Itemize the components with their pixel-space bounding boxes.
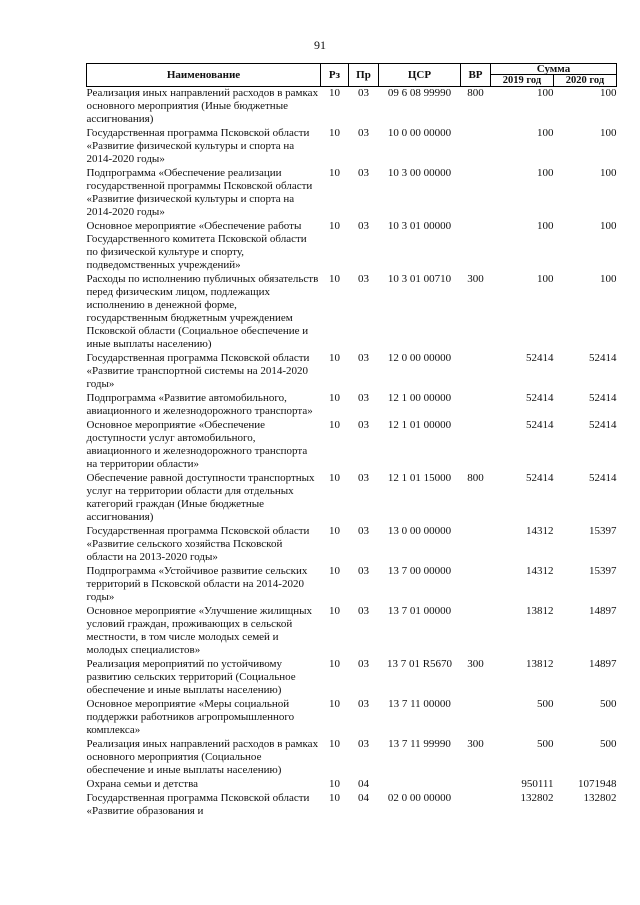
row-sum-2019-cell: 52414 xyxy=(526,472,554,484)
row-sum-2019-cell: 52414 xyxy=(526,419,554,431)
row-vr-cell xyxy=(461,167,491,220)
row-rz-cell: 10 xyxy=(329,792,340,804)
row-name-cell: Охрана семьи и детства xyxy=(86,778,199,790)
row-sum-2019-cell: 132802 xyxy=(520,792,554,804)
row-pr-cell: 03 xyxy=(358,352,369,364)
row-sum-2020-cell: 132802 xyxy=(583,792,617,804)
row-vr-cell: 800 xyxy=(467,87,484,99)
row-vr-cell xyxy=(461,419,491,472)
row-vr-cell: 800 xyxy=(467,472,484,484)
row-sum-2020-cell: 52414 xyxy=(589,472,617,484)
row-sum-2019-cell: 500 xyxy=(537,698,554,710)
row-rz-cell: 10 xyxy=(329,127,340,139)
table-row xyxy=(87,738,617,778)
row-rz-cell: 10 xyxy=(329,658,340,670)
row-vr-cell xyxy=(461,220,491,273)
row-csr-cell: 12 1 01 00000 xyxy=(387,419,452,431)
row-pr-cell: 03 xyxy=(358,220,369,232)
row-sum-2019-cell: 100 xyxy=(537,220,554,232)
row-name-cell: Основное мероприятие «Обеспечение доступности услуг автомобильного, авиационного и железнодорожного транспорта на территории области» xyxy=(86,419,308,470)
table-header xyxy=(87,64,617,87)
row-rz-cell: 10 xyxy=(329,220,340,232)
row-rz-cell: 10 xyxy=(329,525,340,537)
row-name-cell: Основное мероприятие «Улучшение жилищных условий граждан, проживающих в сельской местности, в том числе молодых семей и молодых специалистов» xyxy=(86,605,312,656)
table-row xyxy=(87,392,617,419)
row-csr-cell: 12 1 00 00000 xyxy=(387,392,452,404)
row-pr-cell: 03 xyxy=(358,565,369,577)
row-csr-cell: 09 6 08 99990 xyxy=(387,87,452,99)
row-sum-2020-cell: 500 xyxy=(600,738,617,750)
row-sum-2020-cell: 52414 xyxy=(589,419,617,431)
row-sum-2020-cell: 100 xyxy=(600,273,617,285)
row-name-cell: Государственная программа Псковской области «Развитие сельского хозяйства Псковской области на 2013-2020 годы» xyxy=(86,525,310,563)
row-vr-cell xyxy=(461,605,491,658)
row-csr-cell xyxy=(379,778,461,792)
row-sum-2020-cell: 15397 xyxy=(589,525,617,537)
row-sum-2020-cell: 52414 xyxy=(589,352,617,364)
row-rz-cell: 10 xyxy=(329,392,340,404)
row-sum-2020-cell: 100 xyxy=(600,167,617,179)
row-vr-cell: 300 xyxy=(467,658,484,670)
row-sum-2019-cell: 13812 xyxy=(526,605,554,617)
row-rz-cell: 10 xyxy=(329,605,340,617)
row-name-cell: Расходы по исполнению публичных обязательств перед физическим лицом, подлежащих исполнению в денежной форме, государственным бюджетным учреждением Псковской области (Социальное обеспечение и иные выплаты населению) xyxy=(86,273,319,350)
row-rz-cell: 10 xyxy=(329,472,340,484)
row-csr-cell: 12 1 01 15000 xyxy=(387,472,452,484)
row-pr-cell: 03 xyxy=(358,658,369,670)
row-sum-2019-cell: 52414 xyxy=(526,392,554,404)
row-sum-2020-cell: 100 xyxy=(600,87,617,99)
row-sum-2020-cell: 500 xyxy=(600,698,617,710)
header-vr: ВР xyxy=(461,64,491,87)
row-rz-cell: 10 xyxy=(329,565,340,577)
row-sum-2019-cell: 100 xyxy=(537,167,554,179)
row-name-cell: Реализация мероприятий по устойчивому развитию сельских территорий (Социальное обеспечение и иные выплаты населению) xyxy=(86,658,296,696)
budget-table xyxy=(86,63,617,819)
table-row xyxy=(87,605,617,658)
row-name-cell: Основное мероприятие «Обеспечение работы Государственного комитета Псковской области по физической культуре и спорту, подведомственных учреждений» xyxy=(86,220,307,271)
table-row xyxy=(87,658,617,698)
row-rz-cell: 10 xyxy=(329,778,340,790)
row-vr-cell xyxy=(461,392,491,419)
row-sum-2019-cell: 100 xyxy=(537,87,554,99)
header-name: Наименование xyxy=(87,64,321,87)
row-rz-cell: 10 xyxy=(329,738,340,750)
row-vr-cell xyxy=(461,525,491,565)
row-sum-2019-cell: 52414 xyxy=(526,352,554,364)
header-2020: 2020 год xyxy=(554,75,617,87)
row-pr-cell: 03 xyxy=(358,472,369,484)
row-sum-2019-cell: 14312 xyxy=(526,565,554,577)
row-sum-2020-cell: 14897 xyxy=(589,658,617,670)
table-row xyxy=(87,778,617,792)
row-csr-cell: 13 7 01 R5670 xyxy=(386,658,453,670)
row-sum-2019-cell: 14312 xyxy=(526,525,554,537)
row-name-cell: Государственная программа Псковской области «Развитие транспортной системы на 2014-2020 годы» xyxy=(86,352,310,390)
row-vr-cell xyxy=(461,127,491,167)
row-sum-2020-cell: 15397 xyxy=(589,565,617,577)
row-vr-cell xyxy=(461,698,491,738)
row-name-cell: Обеспечение равной доступности транспортных услуг на территории области для отдельных категорий граждан (Иные бюджетные ассигнования) xyxy=(86,472,315,523)
row-sum-2020-cell: 14897 xyxy=(589,605,617,617)
row-name-cell: Реализация иных направлений расходов в рамках основного мероприятия (Социальное обеспечение и иные выплаты населению) xyxy=(86,738,319,776)
row-csr-cell: 10 3 01 00000 xyxy=(387,220,452,232)
table-row xyxy=(87,220,617,273)
row-pr-cell: 03 xyxy=(358,738,369,750)
row-csr-cell: 13 0 00 00000 xyxy=(387,525,452,537)
row-name-cell: Подпрограмма «Устойчивое развитие сельских территорий в Псковской области на 2014-2020 годы» xyxy=(86,565,308,603)
row-sum-2019-cell: 500 xyxy=(537,738,554,750)
row-csr-cell: 02 0 00 00000 xyxy=(387,792,452,804)
row-name-cell: Подпрограмма «Обеспечение реализации государственной программы Псковской области «Развитие физической культуры и спорта на 2014-2020 годы» xyxy=(86,167,313,218)
table-row xyxy=(87,792,617,819)
table-row xyxy=(87,127,617,167)
row-csr-cell: 13 7 01 00000 xyxy=(387,605,452,617)
row-csr-cell: 13 7 00 00000 xyxy=(387,565,452,577)
header-csr: ЦСР xyxy=(379,64,461,87)
row-name-cell: Подпрограмма «Развитие автомобильного, авиационного и железнодорожного транспорта» xyxy=(86,392,313,417)
row-vr-cell: 300 xyxy=(467,738,484,750)
header-2019: 2019 год xyxy=(491,75,554,87)
row-sum-2020-cell: 1071948 xyxy=(578,778,617,790)
row-name-cell: Основное мероприятие «Меры социальной поддержки работников агропромышленного комплекса» xyxy=(86,698,295,736)
header-sum: Сумма xyxy=(491,64,617,75)
row-sum-2019-cell: 950111 xyxy=(521,778,554,790)
row-pr-cell: 03 xyxy=(358,525,369,537)
header-rz: Рз xyxy=(321,64,349,87)
row-name-cell: Реализация иных направлений расходов в рамках основного мероприятия (Иные бюджетные ассигнования) xyxy=(86,87,319,125)
row-csr-cell: 10 3 01 00710 xyxy=(387,273,452,285)
row-csr-cell: 10 3 00 00000 xyxy=(387,167,452,179)
row-pr-cell: 03 xyxy=(358,273,369,285)
row-pr-cell: 03 xyxy=(358,87,369,99)
table-row xyxy=(87,698,617,738)
table-row xyxy=(87,525,617,565)
row-pr-cell: 04 xyxy=(358,778,369,790)
row-sum-2019-cell: 100 xyxy=(537,127,554,139)
row-pr-cell: 03 xyxy=(358,392,369,404)
row-rz-cell: 10 xyxy=(329,167,340,179)
row-pr-cell: 03 xyxy=(358,698,369,710)
row-vr-cell: 300 xyxy=(467,273,484,285)
table-row xyxy=(87,87,617,128)
row-sum-2019-cell: 100 xyxy=(537,273,554,285)
row-name-cell: Государственная программа Псковской области «Развитие образования и xyxy=(86,792,310,817)
row-rz-cell: 10 xyxy=(329,273,340,285)
row-vr-cell xyxy=(461,792,491,819)
row-csr-cell: 12 0 00 00000 xyxy=(387,352,452,364)
row-rz-cell: 10 xyxy=(329,419,340,431)
row-name-cell: Государственная программа Псковской области «Развитие физической культуры и спорта на 2014-2020 годы» xyxy=(86,127,310,165)
table-row xyxy=(87,167,617,220)
table-row xyxy=(87,273,617,352)
table-row xyxy=(87,565,617,605)
row-pr-cell: 03 xyxy=(358,167,369,179)
row-pr-cell: 04 xyxy=(358,792,369,804)
table-body xyxy=(87,87,617,820)
table-row xyxy=(87,352,617,392)
row-csr-cell: 13 7 11 99990 xyxy=(388,738,451,750)
row-pr-cell: 03 xyxy=(358,127,369,139)
table-row xyxy=(87,472,617,525)
row-pr-cell: 03 xyxy=(358,419,369,431)
row-rz-cell: 10 xyxy=(329,352,340,364)
row-csr-cell: 13 7 11 00000 xyxy=(388,698,451,710)
header-pr: Пр xyxy=(349,64,379,87)
row-csr-cell: 10 0 00 00000 xyxy=(387,127,452,139)
row-sum-2020-cell: 52414 xyxy=(589,392,617,404)
row-vr-cell xyxy=(461,778,491,792)
row-sum-2019-cell: 13812 xyxy=(526,658,554,670)
row-vr-cell xyxy=(461,352,491,392)
row-rz-cell: 10 xyxy=(329,698,340,710)
row-sum-2020-cell: 100 xyxy=(600,127,617,139)
row-rz-cell: 10 xyxy=(329,87,340,99)
row-vr-cell xyxy=(461,565,491,605)
table-row xyxy=(87,419,617,472)
row-pr-cell: 03 xyxy=(358,605,369,617)
row-sum-2020-cell: 100 xyxy=(600,220,617,232)
page-number: 91 xyxy=(314,38,326,52)
